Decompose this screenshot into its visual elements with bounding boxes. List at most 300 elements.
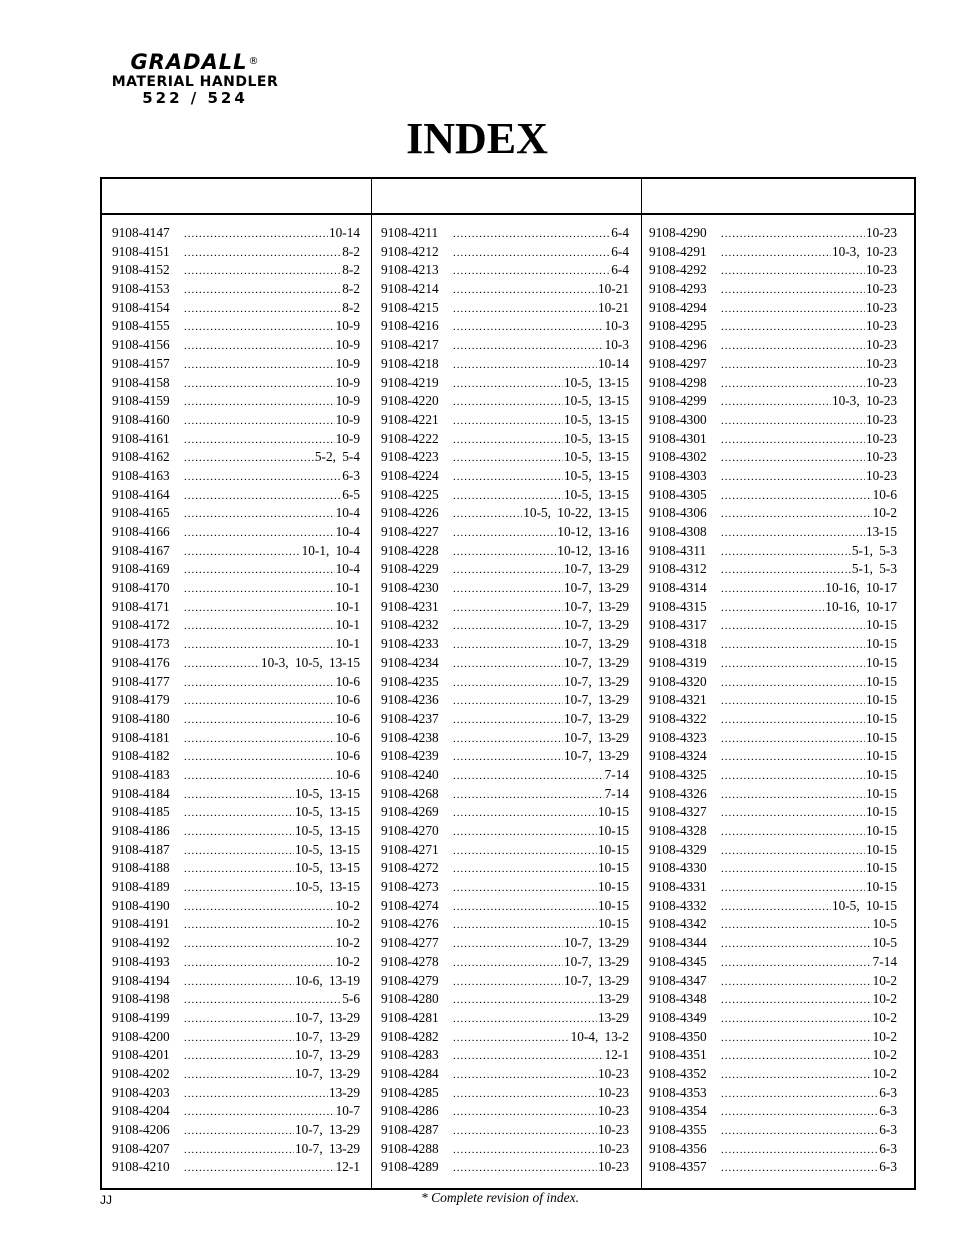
part-number: 9108-4331 xyxy=(649,879,707,895)
part-number: 9108-4329 xyxy=(649,841,707,857)
part-number: 9108-4355 xyxy=(649,1122,707,1137)
dot-leader xyxy=(721,580,824,599)
page-references: 10-2 xyxy=(872,991,897,1007)
index-entry xyxy=(112,673,360,692)
part-number: 9108-4190 xyxy=(112,897,170,913)
part-number: 9108-4276 xyxy=(381,916,439,932)
page-references: 10-23 xyxy=(865,299,897,315)
part-number: 9108-4234 xyxy=(381,654,439,670)
dot-leader xyxy=(453,1103,597,1122)
index-entry xyxy=(112,1158,360,1177)
page-references: 10-5, 13-15 xyxy=(563,467,629,483)
index-entry xyxy=(112,841,360,860)
part-number: 9108-4225 xyxy=(381,486,439,502)
page-references: 10-7, 13-29 xyxy=(294,1047,360,1063)
part-number: 9108-4328 xyxy=(649,823,707,838)
dot-leader xyxy=(184,692,335,711)
part-number: 9108-4221 xyxy=(381,411,439,427)
part-number: 9108-4349 xyxy=(649,1009,707,1025)
part-number: 9108-4357 xyxy=(649,1159,707,1175)
part-number: 9108-4351 xyxy=(649,1047,707,1063)
logo-subtitle: MATERIAL HANDLER xyxy=(111,74,279,90)
part-number: 9108-4156 xyxy=(112,337,170,353)
index-entry xyxy=(381,486,629,505)
column-divider xyxy=(641,179,642,1188)
dot-leader xyxy=(184,487,341,506)
index-entry xyxy=(112,972,360,991)
dot-leader xyxy=(721,804,865,823)
part-number: 9108-4202 xyxy=(112,1065,170,1081)
index-entry xyxy=(649,504,897,523)
page-references: 10-23 xyxy=(865,430,897,446)
dot-leader xyxy=(184,748,335,767)
dot-leader xyxy=(721,1103,878,1122)
dot-leader xyxy=(721,860,865,879)
dot-leader xyxy=(453,1159,597,1178)
index-entry xyxy=(649,598,897,617)
part-number: 9108-4353 xyxy=(649,1084,707,1100)
dot-leader xyxy=(721,337,865,356)
part-number: 9108-4302 xyxy=(649,449,707,465)
index-entry xyxy=(381,299,629,318)
page-references: 10-2 xyxy=(335,897,360,913)
index-entry xyxy=(649,990,897,1009)
part-number: 9108-4159 xyxy=(112,393,170,409)
index-entry xyxy=(112,299,360,318)
part-number: 9108-4290 xyxy=(649,225,707,240)
dot-leader xyxy=(721,487,872,506)
page-references: 10-23 xyxy=(865,318,897,334)
page-references: 10-3, 10-5, 13-15 xyxy=(260,654,360,670)
page-references: 12-1 xyxy=(335,1159,360,1175)
index-entry xyxy=(381,243,629,262)
page-references: 10-3, 10-23 xyxy=(831,393,897,409)
page-references: 10-15 xyxy=(597,897,629,913)
page-references: 10-7, 13-29 xyxy=(563,972,629,988)
part-number: 9108-4283 xyxy=(381,1047,439,1063)
page-references: 10-5, 13-15 xyxy=(294,860,360,876)
dot-leader xyxy=(721,1141,878,1160)
dot-leader xyxy=(453,1141,597,1160)
part-number: 9108-4191 xyxy=(112,916,170,932)
index-entry xyxy=(649,374,897,393)
index-entry xyxy=(649,430,897,449)
page-references: 10-6 xyxy=(335,748,360,764)
index-entry xyxy=(381,654,629,673)
part-number: 9108-4274 xyxy=(381,897,439,913)
dot-leader xyxy=(453,973,563,992)
dot-leader xyxy=(184,449,314,468)
page-title: INDEX xyxy=(406,114,548,163)
dot-leader xyxy=(184,767,335,786)
index-entry xyxy=(112,785,360,804)
part-number: 9108-4170 xyxy=(112,580,170,596)
index-entry xyxy=(112,504,360,523)
page-references: 10-5 xyxy=(872,916,897,932)
page-references: 10-15 xyxy=(865,654,897,670)
index-entry xyxy=(112,392,360,411)
index-entry xyxy=(381,336,629,355)
page-references: 10-7, 13-29 xyxy=(294,1065,360,1081)
page-references: 8-2 xyxy=(342,262,360,278)
index-entry xyxy=(649,542,897,561)
page-references: 10-7, 13-29 xyxy=(563,729,629,745)
index-entry xyxy=(112,486,360,505)
dot-leader xyxy=(721,561,851,580)
index-entry xyxy=(112,1009,360,1028)
dot-leader xyxy=(721,449,865,468)
index-entry xyxy=(381,411,629,430)
part-number: 9108-4298 xyxy=(649,374,707,390)
index-entry xyxy=(112,1065,360,1084)
dot-leader xyxy=(453,991,597,1010)
part-number: 9108-4162 xyxy=(112,449,170,465)
dot-leader xyxy=(184,823,294,842)
part-number: 9108-4285 xyxy=(381,1084,439,1100)
index-entry xyxy=(112,635,360,654)
index-entry xyxy=(649,766,897,785)
index-entry xyxy=(649,523,897,542)
index-entry xyxy=(649,915,897,934)
part-number: 9108-4289 xyxy=(381,1159,439,1175)
page-references: 10-23 xyxy=(597,1140,629,1156)
index-entry xyxy=(112,878,360,897)
index-entry xyxy=(381,1121,629,1140)
part-number: 9108-4299 xyxy=(649,393,707,409)
dot-leader xyxy=(453,692,563,711)
index-entry xyxy=(381,635,629,654)
part-number: 9108-4294 xyxy=(649,299,707,315)
part-number: 9108-4332 xyxy=(649,897,707,913)
page-references: 10-7, 13-29 xyxy=(294,1122,360,1137)
index-column-2 xyxy=(381,224,629,1177)
dot-leader xyxy=(184,860,294,879)
dot-leader xyxy=(721,412,865,431)
index-entry xyxy=(649,710,897,729)
page-references: 10-9 xyxy=(335,337,360,353)
index-entry xyxy=(649,1140,897,1159)
page-references: 10-2 xyxy=(872,1065,897,1081)
page-references: 10-4, 13-2 xyxy=(570,1028,629,1044)
index-entry xyxy=(112,317,360,336)
part-number: 9108-4229 xyxy=(381,561,439,577)
part-number: 9108-4198 xyxy=(112,991,170,1007)
index-entry xyxy=(381,542,629,561)
page-references: 12-1 xyxy=(604,1047,629,1063)
page-references: 10-5, 10-22, 13-15 xyxy=(523,505,629,521)
page-references: 10-5, 13-15 xyxy=(563,486,629,502)
dot-leader xyxy=(453,375,563,394)
dot-leader xyxy=(721,692,865,711)
part-number: 9108-4269 xyxy=(381,804,439,820)
dot-leader xyxy=(184,991,341,1010)
index-entry xyxy=(112,897,360,916)
dot-leader xyxy=(453,393,563,412)
part-number: 9108-4152 xyxy=(112,262,170,278)
index-entry xyxy=(381,430,629,449)
page-references: 10-5, 13-15 xyxy=(563,411,629,427)
index-entry xyxy=(381,1102,629,1121)
page-references: 13-29 xyxy=(597,1009,629,1025)
dot-leader xyxy=(453,561,563,580)
part-number: 9108-4177 xyxy=(112,673,170,689)
dot-leader xyxy=(721,431,865,450)
dot-leader xyxy=(721,954,872,973)
page-references: 10-7, 13-29 xyxy=(563,580,629,596)
dot-leader xyxy=(453,300,597,319)
page-references: 6-4 xyxy=(611,225,629,240)
index-entry xyxy=(112,990,360,1009)
page-references: 10-15 xyxy=(865,841,897,857)
index-entry xyxy=(381,803,629,822)
dot-leader xyxy=(453,449,563,468)
dot-leader xyxy=(453,505,522,524)
page-references: 13-15 xyxy=(865,524,897,539)
page-references: 6-3 xyxy=(879,1103,897,1119)
index-entry xyxy=(112,654,360,673)
index-entry xyxy=(112,1121,360,1140)
part-number: 9108-4352 xyxy=(649,1065,707,1081)
page-references: 10-5 xyxy=(872,935,897,951)
index-entry xyxy=(381,785,629,804)
part-number: 9108-4164 xyxy=(112,486,170,502)
index-entry xyxy=(649,616,897,635)
revision-note: * Complete revision of index. xyxy=(420,1190,580,1205)
part-number: 9108-4291 xyxy=(649,243,707,259)
page-references: 10-5, 13-15 xyxy=(563,393,629,409)
page-references: 10-3, 10-23 xyxy=(831,243,897,259)
part-number: 9108-4218 xyxy=(381,355,439,371)
part-number: 9108-4348 xyxy=(649,991,707,1007)
page-references: 10-5, 13-15 xyxy=(563,449,629,465)
page-references: 10-15 xyxy=(597,879,629,895)
part-number: 9108-4227 xyxy=(381,524,439,539)
dot-leader xyxy=(184,393,335,412)
index-entry xyxy=(381,691,629,710)
dot-leader xyxy=(453,860,597,879)
page-references: 10-6, 13-19 xyxy=(294,972,360,988)
page-references: 6-3 xyxy=(879,1159,897,1175)
part-number: 9108-4155 xyxy=(112,318,170,334)
part-number: 9108-4342 xyxy=(649,916,707,932)
page-references: 10-23 xyxy=(865,449,897,465)
dot-leader xyxy=(453,580,563,599)
page-references: 10-15 xyxy=(865,729,897,745)
page-references: 10-2 xyxy=(335,953,360,969)
part-number: 9108-4176 xyxy=(112,654,170,670)
part-number: 9108-4180 xyxy=(112,710,170,726)
part-number: 9108-4350 xyxy=(649,1028,707,1044)
page-references: 10-21 xyxy=(597,299,629,315)
index-entry xyxy=(112,261,360,280)
part-number: 9108-4312 xyxy=(649,561,707,577)
dot-leader xyxy=(721,524,865,543)
part-number: 9108-4326 xyxy=(649,785,707,801)
part-number: 9108-4212 xyxy=(381,243,439,259)
index-entry xyxy=(381,972,629,991)
dot-leader xyxy=(184,524,335,543)
dot-leader xyxy=(453,1122,597,1141)
page-references: 10-7, 13-29 xyxy=(563,710,629,726)
dot-leader xyxy=(453,225,610,244)
part-number: 9108-4231 xyxy=(381,598,439,614)
dot-leader xyxy=(453,674,563,693)
index-entry xyxy=(381,579,629,598)
dot-leader xyxy=(453,318,604,337)
page-references: 10-15 xyxy=(865,710,897,726)
index-entry xyxy=(381,261,629,280)
part-number: 9108-4199 xyxy=(112,1009,170,1025)
index-entry xyxy=(112,729,360,748)
dot-leader xyxy=(184,1085,328,1104)
dot-leader xyxy=(453,823,597,842)
dot-leader xyxy=(453,655,563,674)
page-references: 10-15 xyxy=(865,804,897,820)
index-entry xyxy=(381,1065,629,1084)
index-entry xyxy=(649,1065,897,1084)
page-references: 10-15 xyxy=(865,636,897,652)
page-references: 10-23 xyxy=(865,355,897,371)
dot-leader xyxy=(721,767,865,786)
dot-leader xyxy=(721,842,865,861)
index-entry xyxy=(649,1158,897,1177)
index-entry xyxy=(381,673,629,692)
index-entry xyxy=(649,280,897,299)
dot-leader xyxy=(184,431,335,450)
page-references: 10-15 xyxy=(865,879,897,895)
index-entry xyxy=(112,1140,360,1159)
page-references: 10-6 xyxy=(335,673,360,689)
part-number: 9108-4219 xyxy=(381,374,439,390)
page-references: 10-7, 13-29 xyxy=(563,617,629,633)
page-references: 10-2 xyxy=(872,1009,897,1025)
page-references: 10-15 xyxy=(597,841,629,857)
part-number: 9108-4158 xyxy=(112,374,170,390)
page-references: 10-15 xyxy=(597,823,629,838)
part-number: 9108-4172 xyxy=(112,617,170,633)
page-references: 10-6 xyxy=(335,692,360,708)
index-entry xyxy=(381,598,629,617)
part-number: 9108-4200 xyxy=(112,1028,170,1044)
part-number: 9108-4278 xyxy=(381,953,439,969)
page-references: 10-7, 13-29 xyxy=(294,1028,360,1044)
dot-leader xyxy=(184,318,335,337)
dot-leader xyxy=(184,262,341,281)
dot-leader xyxy=(453,804,597,823)
index-entry xyxy=(112,859,360,878)
dot-leader xyxy=(453,281,597,300)
page-references: 6-4 xyxy=(611,262,629,278)
part-number: 9108-4230 xyxy=(381,580,439,596)
part-number: 9108-4308 xyxy=(649,524,707,539)
page-references: 10-23 xyxy=(865,281,897,297)
page-references: 10-1 xyxy=(335,598,360,614)
part-number: 9108-4268 xyxy=(381,785,439,801)
dot-leader xyxy=(184,281,341,300)
part-number: 9108-4187 xyxy=(112,841,170,857)
page-references: 10-7, 13-29 xyxy=(563,636,629,652)
part-number: 9108-4293 xyxy=(649,281,707,297)
page-references: 10-15 xyxy=(865,748,897,764)
dot-leader xyxy=(721,599,824,618)
dot-leader xyxy=(184,1159,335,1178)
page-references: 13-29 xyxy=(597,991,629,1007)
dot-leader xyxy=(453,356,597,375)
index-entry xyxy=(112,953,360,972)
logo-model: 522 / 524 xyxy=(142,89,248,107)
dot-leader xyxy=(453,337,604,356)
page-references: 10-4 xyxy=(335,524,360,539)
part-number: 9108-4215 xyxy=(381,299,439,315)
part-number: 9108-4306 xyxy=(649,505,707,521)
part-number: 9108-4223 xyxy=(381,449,439,465)
index-entry xyxy=(112,691,360,710)
index-entry xyxy=(381,747,629,766)
part-number: 9108-4207 xyxy=(112,1140,170,1156)
page-references: 10-14 xyxy=(328,225,360,240)
dot-leader xyxy=(721,393,831,412)
index-entry xyxy=(112,280,360,299)
part-number: 9108-4300 xyxy=(649,411,707,427)
dot-leader xyxy=(453,935,563,954)
part-number: 9108-4280 xyxy=(381,991,439,1007)
page-references: 10-7 xyxy=(335,1103,360,1119)
dot-leader xyxy=(453,599,563,618)
gradall-logo xyxy=(100,50,290,107)
index-entry xyxy=(381,859,629,878)
dot-leader xyxy=(453,898,597,917)
page-references: 10-7, 13-29 xyxy=(563,673,629,689)
dot-leader xyxy=(453,262,610,281)
dot-leader xyxy=(721,1047,872,1066)
index-entry xyxy=(649,729,897,748)
dot-leader xyxy=(721,244,831,263)
dot-leader xyxy=(721,636,865,655)
index-entry xyxy=(381,1140,629,1159)
part-number: 9108-4194 xyxy=(112,972,170,988)
page-references: 6-3 xyxy=(879,1122,897,1137)
part-number: 9108-4163 xyxy=(112,467,170,483)
page-references: 10-9 xyxy=(335,393,360,409)
index-entry xyxy=(381,710,629,729)
part-number: 9108-4303 xyxy=(649,467,707,483)
part-number: 9108-4186 xyxy=(112,823,170,838)
dot-leader xyxy=(453,1047,604,1066)
page-references: 8-2 xyxy=(342,299,360,315)
page-references: 10-1 xyxy=(335,580,360,596)
index-entry xyxy=(649,560,897,579)
part-number: 9108-4239 xyxy=(381,748,439,764)
page-references: 10-23 xyxy=(865,374,897,390)
part-number: 9108-4301 xyxy=(649,430,707,446)
index-entry xyxy=(381,1084,629,1103)
dot-leader xyxy=(184,543,301,562)
dot-leader xyxy=(721,318,865,337)
page-references: 10-9 xyxy=(335,318,360,334)
page-references: 10-2 xyxy=(335,935,360,951)
page-references: 10-15 xyxy=(597,804,629,820)
column-divider xyxy=(371,179,372,1188)
page-references: 10-6 xyxy=(335,710,360,726)
page-references: 10-5, 13-15 xyxy=(294,785,360,801)
index-entry xyxy=(649,972,897,991)
index-entry xyxy=(381,280,629,299)
part-number: 9108-4282 xyxy=(381,1028,439,1044)
part-number: 9108-4356 xyxy=(649,1140,707,1156)
dot-leader xyxy=(453,711,563,730)
index-entry xyxy=(112,374,360,393)
part-number: 9108-4238 xyxy=(381,729,439,745)
